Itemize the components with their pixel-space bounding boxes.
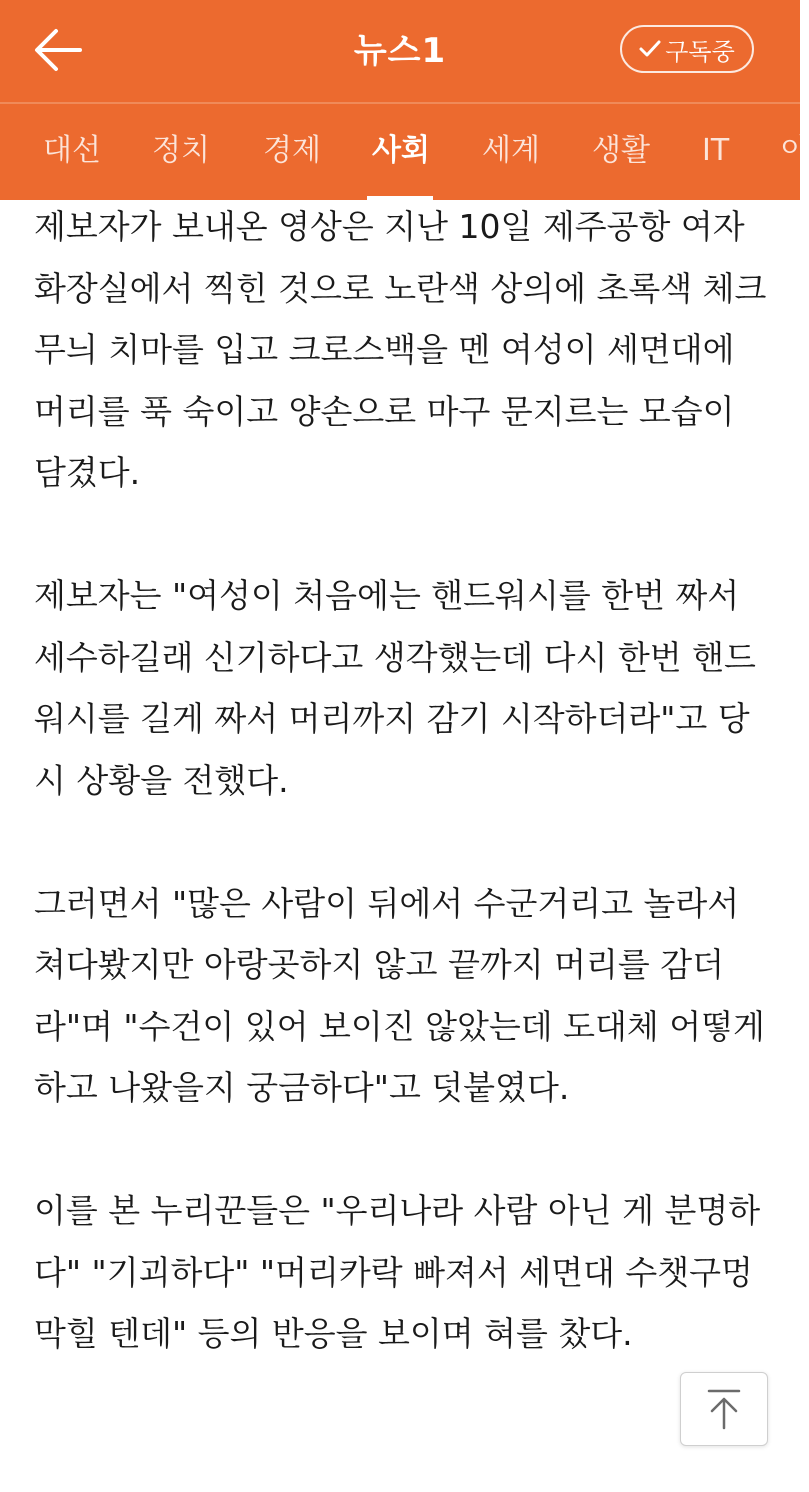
category-tab-bar [0,104,809,200]
tab-politics[interactable]: 정치 [152,133,210,168]
article-paragraph: 이를 본 누리꾼들은 "우리나라 사람 아닌 게 분명하다" "기괴하다" "머리카락 빠져서 세면대 수챗구멍 막힐 텐데" 등의 반응을 보이며 혀를 찼다. [34,1191,761,1353]
article-paragraph: 제보자가 보내온 영상은 지난 10일 제주공항 여자 화장실에서 찍힌 것으로 노란색 상의에 초록색 체크무늬 치마를 입고 크로스백을 멘 여성이 세면대에 머리를 푹 숙이고 양손으로 마구 문지르는 모습이 담겼다. [34,207,767,492]
app-title: 뉴스1 [353,31,447,71]
tab-world[interactable]: 세계 [482,133,540,168]
subscribe-label: 구독중 [665,37,735,66]
tab-more[interactable]: 이 [780,133,809,168]
tab-society[interactable]: 사회 [372,133,430,168]
article-paragraph: 그러면서 "많은 사람이 뒤에서 수군거리고 놀라서 쳐다봤지만 아랑곳하지 않고 끝까지 머리를 감더라"며 "수건이 있어 보이진 않았는데 도대체 어떻게 하고 나왔을지 궁금하다"고 덧붙였다. [34,883,765,1107]
check-icon [639,39,661,59]
arrow-up-to-top-icon [704,1387,744,1431]
subscribe-button[interactable] [620,25,754,73]
top-app-bar [0,0,800,102]
tab-election[interactable]: 대선 [43,133,101,168]
article-body [34,196,770,1426]
tab-it[interactable]: IT [702,133,730,168]
tab-economy[interactable]: 경제 [263,133,321,168]
article-paragraph: 제보자는 "여성이 처음에는 핸드워시를 한번 짜서 세수하길래 신기하다고 생각했는데 다시 한번 핸드워시를 길게 짜서 머리까지 감기 시작하더라"고 당시 상황을 전했다. [34,576,756,800]
scroll-to-top-button[interactable] [680,1372,768,1446]
tab-life[interactable]: 생활 [592,133,650,168]
